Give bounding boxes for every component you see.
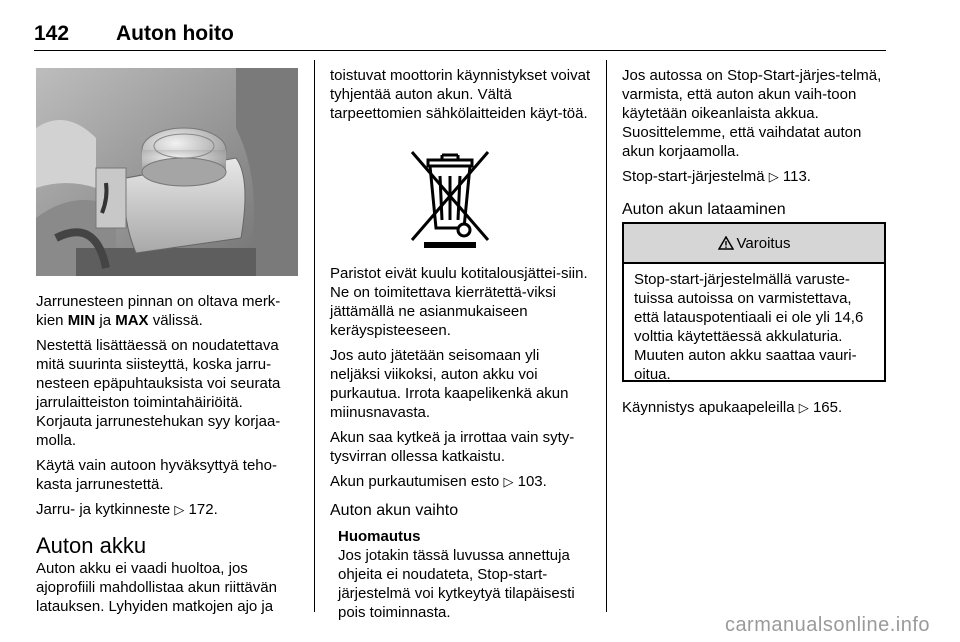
column-2 [330, 66, 592, 129]
cross-reference[interactable]: Akun purkautumisen esto ▷ 103. [330, 473, 547, 490]
column-divider-2 [606, 60, 607, 612]
cross-reference[interactable]: Käynnistys apukaapeleilla ▷ 165. [622, 399, 843, 416]
column-2-body [330, 264, 592, 622]
page-number: 142 [34, 22, 70, 45]
warning-triangle-icon [718, 236, 734, 250]
watermark: carmanualsonline.info [724, 614, 930, 636]
paragraph: Auton akku ei vaadi huoltoa, jos ajoprofiili mahdollistaa akun riittävän latauksen. Lyhyiden matkojen ajo ja [36, 560, 277, 615]
page-title: Auton hoito [116, 22, 234, 45]
note-title: Huomautus [338, 528, 421, 545]
crossed-out-bin-icon [406, 146, 494, 248]
paragraph: Käytä vain autoon hyväksyttyä teho-kasta jarrunestettä. [36, 457, 277, 493]
warning-title: Varoitus [736, 234, 791, 252]
paragraph: Akun saa kytkeä ja irrottaa vain syty-tysvirran ollessa katkaistu. [330, 429, 575, 465]
column-3-footer [622, 398, 888, 423]
warning-body: Stop-start-järjestelmällä varuste-tuissa autoissa on varmistettava, että latauspotentiaali ei ole yli 14,6 volttia käytettäessä akkulaturia. Muuten auton akku saattaa vauri-oitua. [634, 271, 864, 383]
page-reference-icon: ▷ [768, 169, 779, 184]
paragraph: Jos auto jätetään seisomaan yli neljäksi viikoksi, auton akku voi purkautua. Irrota kaapelikenkä akun miinusnavasta. [330, 347, 569, 421]
paragraph: Paristot eivät kuulu kotitalousjättei-siin. Ne on toimitettava kierrätettä-viksi jättämällä ne asianmukaiseen keräyspisteeseen. [330, 265, 588, 339]
warning-header [624, 224, 884, 264]
page-reference-icon: ▷ [503, 474, 514, 489]
section-heading: Auton akun vaihto [330, 502, 459, 519]
cross-reference[interactable]: Jarru- ja kytkinneste ▷ 172. [36, 501, 218, 518]
min-mark: MIN [67, 312, 96, 329]
page-reference-icon: ▷ [798, 400, 809, 415]
max-mark: MAX [115, 312, 149, 329]
paragraph: Jos autossa on Stop-Start-järjes-telmä, varmista, että auton akun vaih-toon käytetään oikeanlaista akkua. Suosittelemme, että vaihdatat auton akun korjaamolla. [622, 67, 882, 160]
page-reference-icon: ▷ [174, 502, 185, 517]
paragraph: Nestettä lisättäessä on noudatettava mitä suurinta siisteyttä, koska jarru-nesteen epäpuhtauksista voi seurata jarrulaitteiston toimintahäiriöitä. Korjauta jarrunestehukan syy korjaa-molla. [36, 337, 281, 449]
page-header [34, 22, 886, 50]
column-divider-1 [314, 60, 315, 612]
cross-reference[interactable]: Stop-start-järjestelmä ▷ 113. [622, 168, 811, 185]
section-heading: Auton akun lataaminen [622, 201, 786, 218]
column-1 [36, 292, 298, 622]
column-3 [622, 66, 888, 220]
paragraph: toistuvat moottorin käynnistykset voivat tyhjentää auton akun. Vältä tarpeettomien sähkölaitteiden käyt-töä. [330, 67, 591, 122]
warning-box [622, 222, 886, 382]
note-block [330, 527, 592, 622]
brake-fluid-reservoir-image [36, 68, 298, 276]
header-rule [34, 50, 886, 51]
paragraph: Jarrunesteen pinnan on oltava merk-kien MIN ja MAX välissä. [36, 293, 281, 329]
section-heading: Auton akku [36, 533, 147, 558]
note-body: Jos jotakin tässä luvussa annettuja ohjeita ei noudateta, Stop-start-järjestelmä voi kytkeytyä tilapäisesti pois toiminnasta. [338, 547, 575, 621]
